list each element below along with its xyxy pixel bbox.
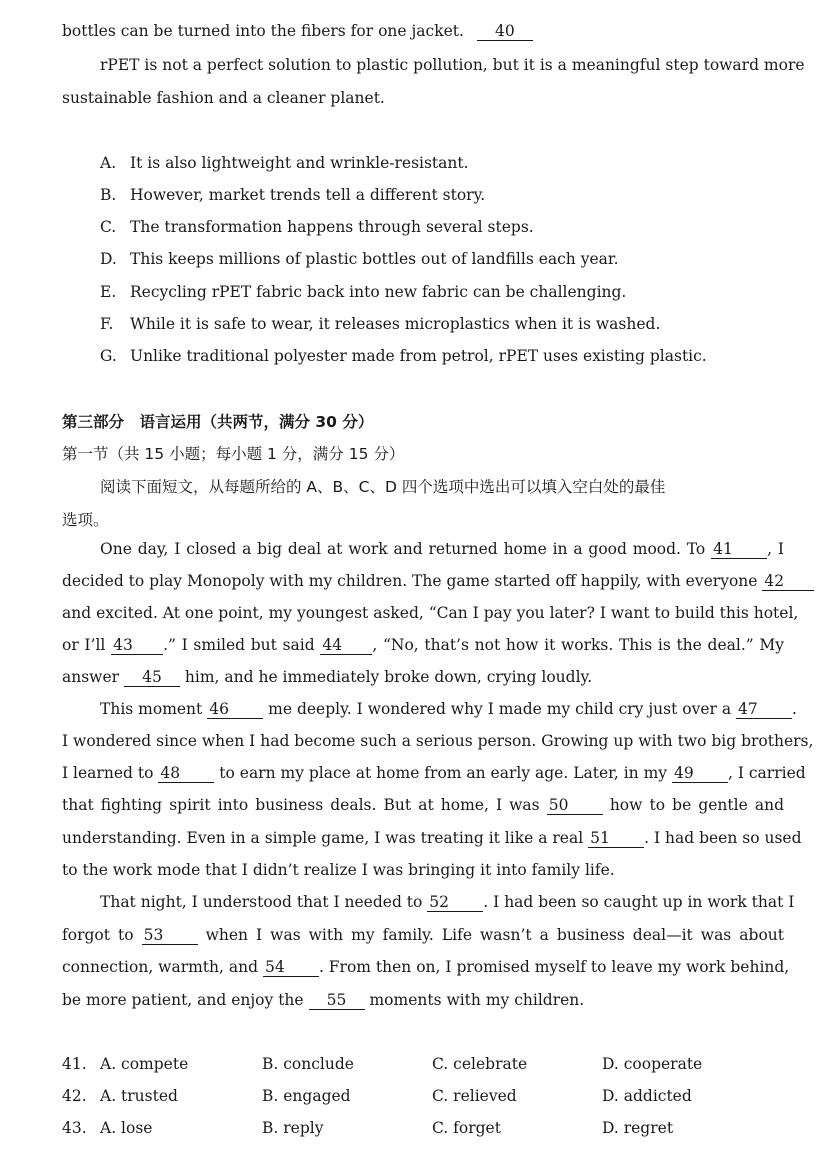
cloze-line: This moment 46 me deeply. I wondered why I made my child cry just over a 47 . bbox=[100, 700, 797, 718]
cloze-line: that fighting spirit into business deals. But at home, I was 50 how to be gentle and bbox=[62, 796, 784, 814]
question-number: 41. bbox=[62, 1055, 87, 1073]
instruction: 选项。 bbox=[62, 511, 109, 529]
blank-45[interactable]: 45 bbox=[124, 669, 180, 687]
passage-line: bottles can be turned into the fibers for one jacket. 40 bbox=[62, 22, 533, 41]
choice-c[interactable]: C. relieved bbox=[432, 1087, 517, 1105]
choice-d[interactable]: D. regret bbox=[602, 1119, 674, 1137]
cloze-line: connection, warmth, and 54 . From then on, I promised myself to leave my work behind, bbox=[62, 958, 790, 976]
blank-44[interactable]: 44 bbox=[320, 637, 372, 655]
cloze-line: understanding. Even in a simple game, I was treating it like a real 51 . I had been so used bbox=[62, 829, 802, 847]
cloze-line: One day, I closed a big deal at work and returned home in a good mood. To 41 , I bbox=[100, 540, 785, 558]
question-number: 43. bbox=[62, 1119, 87, 1137]
option-g: G. Unlike traditional polyester made from petrol, rPET uses existing plastic. bbox=[100, 347, 707, 365]
part-heading: 第三部分 语言运用（共两节，满分 30 分） bbox=[62, 413, 374, 431]
blank-52[interactable]: 52 bbox=[427, 894, 483, 912]
option-d: D. This keeps millions of plastic bottles out of landfills each year. bbox=[100, 250, 619, 268]
cloze-line: decided to play Monopoly with my children. The game started off happily, with everyone 42 bbox=[62, 572, 784, 591]
choice-d[interactable]: D. cooperate bbox=[602, 1055, 703, 1073]
blank-50[interactable]: 50 bbox=[547, 797, 603, 815]
choice-a[interactable]: A. lose bbox=[100, 1119, 153, 1137]
blank-40[interactable]: 40 bbox=[477, 23, 533, 41]
blank-42[interactable]: 42 bbox=[762, 573, 814, 591]
cloze-line: forgot to 53 when I was with my family. Life wasn’t a business deal—it was about bbox=[62, 926, 784, 944]
blank-51[interactable]: 51 bbox=[588, 830, 644, 848]
cloze-line: I learned to 48 to earn my place at home from an early age. Later, in my 49 , I carried bbox=[62, 764, 806, 782]
blank-55[interactable]: 55 bbox=[309, 992, 365, 1010]
cloze-line: answer 45 him, and he immediately broke down, crying loudly. bbox=[62, 668, 593, 686]
choice-a[interactable]: A. trusted bbox=[100, 1087, 178, 1105]
blank-47[interactable]: 47 bbox=[736, 701, 792, 719]
blank-49[interactable]: 49 bbox=[672, 765, 728, 783]
blank-46[interactable]: 46 bbox=[207, 701, 263, 719]
cloze-line: to the work mode that I didn’t realize I was bringing it into family life. bbox=[62, 861, 615, 879]
option-f: F. While it is safe to wear, it releases microplastics when it is washed. bbox=[100, 315, 661, 333]
choice-b[interactable]: B. conclude bbox=[262, 1055, 354, 1073]
sub-heading: 第一节（共 15 小题；每小题 1 分，满分 15 分） bbox=[62, 445, 405, 463]
choice-a[interactable]: A. compete bbox=[100, 1055, 189, 1073]
option-c: C. The transformation happens through several steps. bbox=[100, 218, 534, 236]
blank-54[interactable]: 54 bbox=[263, 959, 319, 977]
choice-c[interactable]: C. forget bbox=[432, 1119, 501, 1137]
choice-d[interactable]: D. addicted bbox=[602, 1087, 692, 1105]
choice-c[interactable]: C. celebrate bbox=[432, 1055, 528, 1073]
cloze-line: be more patient, and enjoy the 55 moments with my children. bbox=[62, 991, 585, 1009]
passage-line: rPET is not a perfect solution to plastic pollution, but it is a meaningful step toward more bbox=[100, 56, 805, 74]
option-b: B. However, market trends tell a different story. bbox=[100, 186, 486, 204]
instruction: 阅读下面短文，从每题所给的 A、B、C、D 四个选项中选出可以填入空白处的最佳 bbox=[100, 478, 666, 496]
choice-b[interactable]: B. reply bbox=[262, 1119, 324, 1137]
option-a: A. It is also lightweight and wrinkle-resistant. bbox=[100, 154, 469, 172]
option-e: E. Recycling rPET fabric back into new fabric can be challenging. bbox=[100, 283, 627, 301]
passage-line: sustainable fashion and a cleaner planet. bbox=[62, 89, 385, 107]
cloze-line: or I’ll 43 .” I smiled but said 44 , “No, that’s not how it works. This is the deal.” My bbox=[62, 636, 784, 654]
question-number: 42. bbox=[62, 1087, 87, 1105]
cloze-line: That night, I understood that I needed to 52 . I had been so caught up in work that I bbox=[100, 893, 795, 911]
blank-48[interactable]: 48 bbox=[158, 765, 214, 783]
cloze-line: and excited. At one point, my youngest asked, “Can I pay you later? I want to build this hotel, bbox=[62, 604, 799, 622]
choice-b[interactable]: B. engaged bbox=[262, 1087, 351, 1105]
blank-41[interactable]: 41 bbox=[711, 541, 767, 559]
cloze-line: I wondered since when I had become such a serious person. Growing up with two big brothers, bbox=[62, 732, 814, 750]
blank-53[interactable]: 53 bbox=[142, 927, 198, 945]
blank-43[interactable]: 43 bbox=[111, 637, 163, 655]
